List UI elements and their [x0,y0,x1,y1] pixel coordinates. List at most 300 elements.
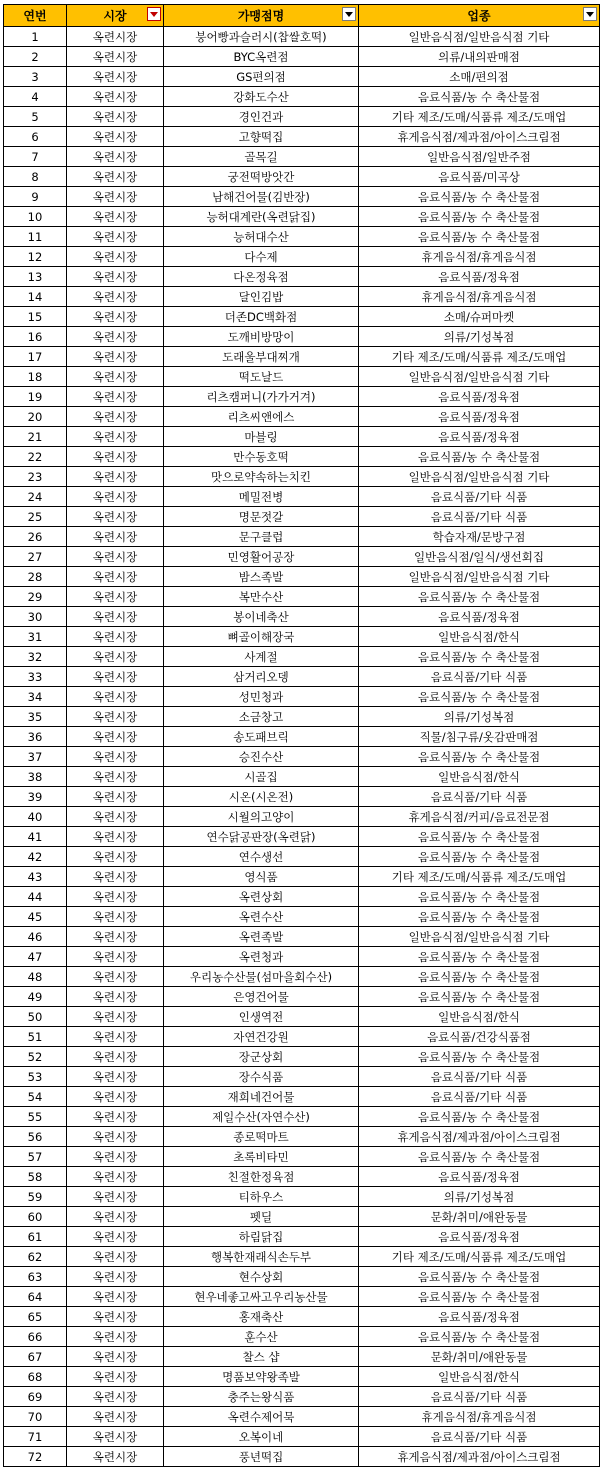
cell-store[interactable]: 경인건과 [164,107,359,127]
cell-market[interactable]: 옥련시장 [67,147,164,167]
cell-store[interactable]: 고향떡집 [164,127,359,147]
cell-category[interactable]: 기타 제조/도매/식품류 제조/도매업 [359,107,600,127]
cell-category[interactable]: 일반음식점/일반음식점 기타 [359,927,600,947]
cell-store[interactable]: 종로떡마트 [164,1127,359,1147]
cell-store[interactable]: 충주는왕식품 [164,1387,359,1407]
cell-no[interactable]: 29 [4,587,67,607]
cell-store[interactable]: 밤스족발 [164,567,359,587]
cell-no[interactable]: 54 [4,1087,67,1107]
cell-category[interactable]: 음료식품/농 수 축산물점 [359,747,600,767]
cell-category[interactable]: 음료식품/기타 식품 [359,1387,600,1407]
cell-category[interactable]: 일반음식점/일반음식점 기타 [359,567,600,587]
cell-no[interactable]: 1 [4,27,67,47]
cell-store[interactable]: 옥련청과 [164,947,359,967]
cell-category[interactable]: 음료식품/미곡상 [359,167,600,187]
cell-no[interactable]: 66 [4,1327,67,1347]
cell-category[interactable]: 기타 제조/도매/식품류 제조/도매업 [359,347,600,367]
cell-no[interactable]: 14 [4,287,67,307]
cell-market[interactable]: 옥련시장 [67,1187,164,1207]
cell-no[interactable]: 71 [4,1427,67,1447]
cell-store[interactable]: 영식품 [164,867,359,887]
cell-store[interactable]: 승진수산 [164,747,359,767]
cell-market[interactable]: 옥련시장 [67,767,164,787]
cell-no[interactable]: 69 [4,1387,67,1407]
cell-category[interactable]: 직물/침구류/옷감판매점 [359,727,600,747]
cell-category[interactable]: 일반음식점/일반음식점 기타 [359,367,600,387]
table-row [4,927,600,947]
cell-category[interactable]: 일반음식점/일반주점 [359,147,600,167]
cell-no[interactable]: 70 [4,1407,67,1427]
cell-market[interactable]: 옥련시장 [67,707,164,727]
cell-market[interactable]: 옥련시장 [67,1327,164,1347]
cell-market[interactable]: 옥련시장 [67,747,164,767]
cell-market[interactable]: 옥련시장 [67,887,164,907]
cell-market[interactable]: 옥련시장 [67,1427,164,1447]
cell-store[interactable]: 달인김밥 [164,287,359,307]
cell-market[interactable]: 옥련시장 [67,867,164,887]
cell-store[interactable]: 명문젓갈 [164,507,359,527]
cell-market[interactable]: 옥련시장 [67,1367,164,1387]
cell-market[interactable]: 옥련시장 [67,1107,164,1127]
cell-no[interactable]: 47 [4,947,67,967]
cell-store[interactable]: 성민청과 [164,687,359,707]
cell-market[interactable]: 옥련시장 [67,1387,164,1407]
cell-store[interactable]: 홍재축산 [164,1307,359,1327]
cell-category[interactable]: 문화/취미/애완동물 [359,1207,600,1227]
cell-category[interactable]: 음료식품/기타 식품 [359,1427,600,1447]
cell-store[interactable]: 민영활어공장 [164,547,359,567]
cell-no[interactable]: 18 [4,367,67,387]
cell-market[interactable]: 옥련시장 [67,327,164,347]
cell-category[interactable]: 음료식품/정육점 [359,1307,600,1327]
cell-store[interactable]: 훈수산 [164,1327,359,1347]
cell-market[interactable]: 옥련시장 [67,127,164,147]
cell-market[interactable]: 옥련시장 [67,907,164,927]
cell-store[interactable]: 시골집 [164,767,359,787]
cell-store[interactable]: 도깨비방망이 [164,327,359,347]
cell-category[interactable]: 음료식품/농 수 축산물점 [359,647,600,667]
cell-no[interactable]: 42 [4,847,67,867]
cell-market[interactable]: 옥련시장 [67,287,164,307]
cell-no[interactable]: 61 [4,1227,67,1247]
cell-category[interactable]: 음료식품/농 수 축산물점 [359,1047,600,1067]
cell-no[interactable]: 10 [4,207,67,227]
cell-market[interactable]: 옥련시장 [67,947,164,967]
cell-no[interactable]: 59 [4,1187,67,1207]
cell-market[interactable]: 옥련시장 [67,687,164,707]
cell-store[interactable]: 메밀전병 [164,487,359,507]
cell-no[interactable]: 52 [4,1047,67,1067]
cell-store[interactable]: 골목길 [164,147,359,167]
cell-market[interactable]: 옥련시장 [67,1007,164,1027]
cell-market[interactable]: 옥련시장 [67,1247,164,1267]
cell-store[interactable]: 시온(시온전) [164,787,359,807]
cell-no[interactable]: 32 [4,647,67,667]
cell-market[interactable]: 옥련시장 [67,1067,164,1087]
cell-no[interactable]: 19 [4,387,67,407]
cell-category[interactable]: 휴게음식점/제과점/아이스크림점 [359,1127,600,1147]
cell-no[interactable]: 16 [4,327,67,347]
cell-market[interactable]: 옥련시장 [67,607,164,627]
cell-market[interactable]: 옥련시장 [67,727,164,747]
filter-dropdown-icon[interactable] [147,7,161,21]
cell-market[interactable]: 옥련시장 [67,427,164,447]
cell-category[interactable]: 음료식품/농 수 축산물점 [359,907,600,927]
cell-market[interactable]: 옥련시장 [67,307,164,327]
cell-no[interactable]: 39 [4,787,67,807]
cell-no[interactable]: 37 [4,747,67,767]
cell-category[interactable]: 소매/편의점 [359,67,600,87]
cell-no[interactable]: 26 [4,527,67,547]
cell-no[interactable]: 41 [4,827,67,847]
cell-no[interactable]: 27 [4,547,67,567]
cell-no[interactable]: 2 [4,47,67,67]
cell-market[interactable]: 옥련시장 [67,467,164,487]
cell-store[interactable]: 봉이네축산 [164,607,359,627]
cell-market[interactable]: 옥련시장 [67,167,164,187]
cell-category[interactable]: 음료식품/정육점 [359,427,600,447]
table-row [4,567,600,587]
cell-store[interactable]: 자연건강원 [164,1027,359,1047]
cell-no[interactable]: 45 [4,907,67,927]
cell-market[interactable]: 옥련시장 [67,647,164,667]
cell-no[interactable]: 44 [4,887,67,907]
cell-store[interactable]: 현수상회 [164,1267,359,1287]
cell-category[interactable]: 음료식품/기타 식품 [359,507,600,527]
cell-no[interactable]: 13 [4,267,67,287]
cell-store[interactable]: 친절한정육점 [164,1167,359,1187]
cell-market[interactable]: 옥련시장 [67,1287,164,1307]
cell-store[interactable]: 다온정육점 [164,267,359,287]
cell-no[interactable]: 8 [4,167,67,187]
cell-no[interactable]: 46 [4,927,67,947]
cell-category[interactable]: 소매/슈퍼마켓 [359,307,600,327]
cell-no[interactable]: 43 [4,867,67,887]
cell-no[interactable]: 62 [4,1247,67,1267]
cell-market[interactable]: 옥련시장 [67,1307,164,1327]
cell-store[interactable]: 강화도수산 [164,87,359,107]
cell-no[interactable]: 56 [4,1127,67,1147]
cell-category[interactable]: 일반음식점/일반음식점 기타 [359,467,600,487]
cell-category[interactable]: 음료식품/정육점 [359,607,600,627]
cell-no[interactable]: 30 [4,607,67,627]
cell-no[interactable]: 40 [4,807,67,827]
cell-market[interactable]: 옥련시장 [67,1047,164,1067]
cell-no[interactable]: 60 [4,1207,67,1227]
cell-no[interactable]: 48 [4,967,67,987]
cell-store[interactable]: 붕어빵과슬러시(찹쌀호떡) [164,27,359,47]
cell-no[interactable]: 23 [4,467,67,487]
cell-category[interactable]: 기타 제조/도매/식품류 제조/도매업 [359,867,600,887]
cell-category[interactable]: 음료식품/농 수 축산물점 [359,947,600,967]
table-row [4,407,600,427]
cell-category[interactable]: 의류/기성복점 [359,327,600,347]
cell-category[interactable]: 음료식품/농 수 축산물점 [359,1107,600,1127]
cell-no[interactable]: 12 [4,247,67,267]
cell-store[interactable]: 오복이네 [164,1427,359,1447]
cell-category[interactable]: 음료식품/농 수 축산물점 [359,887,600,907]
cell-market[interactable]: 옥련시장 [67,587,164,607]
cell-category[interactable]: 음료식품/기타 식품 [359,487,600,507]
cell-no[interactable]: 7 [4,147,67,167]
cell-store[interactable]: 펫딜 [164,1207,359,1227]
cell-no[interactable]: 24 [4,487,67,507]
cell-store[interactable]: 리츠캠퍼니(가가거겨) [164,387,359,407]
cell-market[interactable]: 옥련시장 [67,267,164,287]
cell-market[interactable]: 옥련시장 [67,1347,164,1367]
cell-store[interactable]: 사계절 [164,647,359,667]
cell-store[interactable]: 초록비타민 [164,1147,359,1167]
cell-store[interactable]: 재희네건어물 [164,1087,359,1107]
cell-category[interactable]: 휴게음식점/커피/음료전문점 [359,807,600,827]
cell-market[interactable]: 옥련시장 [67,987,164,1007]
cell-no[interactable]: 20 [4,407,67,427]
cell-store[interactable]: 제일수산(자연수산) [164,1107,359,1127]
cell-category[interactable]: 의류/기성복점 [359,1187,600,1207]
cell-store[interactable]: 다수제 [164,247,359,267]
cell-store[interactable]: 연수생선 [164,847,359,867]
cell-store[interactable]: 인생역전 [164,1007,359,1027]
cell-category[interactable]: 일반음식점/한식 [359,767,600,787]
cell-category[interactable]: 휴게음식점/휴게음식점 [359,287,600,307]
cell-category[interactable]: 휴게음식점/제과점/아이스크림점 [359,127,600,147]
cell-no[interactable]: 34 [4,687,67,707]
cell-no[interactable]: 64 [4,1287,67,1307]
cell-no[interactable]: 17 [4,347,67,367]
cell-store[interactable]: 시월의고양이 [164,807,359,827]
cell-market[interactable]: 옥련시장 [67,807,164,827]
table-row [4,107,600,127]
cell-store[interactable]: 능허대계란(옥련닭집) [164,207,359,227]
cell-category[interactable]: 음료식품/기타 식품 [359,1067,600,1087]
column-header-market[interactable] [67,5,164,27]
cell-category[interactable]: 음료식품/정육점 [359,1227,600,1247]
cell-store[interactable]: 옥련수산 [164,907,359,927]
cell-no[interactable]: 35 [4,707,67,727]
cell-category[interactable]: 기타 제조/도매/식품류 제조/도매업 [359,1247,600,1267]
cell-market[interactable]: 옥련시장 [67,447,164,467]
cell-no[interactable]: 6 [4,127,67,147]
cell-store[interactable]: 장군상회 [164,1047,359,1067]
cell-category[interactable]: 음료식품/농 수 축산물점 [359,967,600,987]
cell-no[interactable]: 68 [4,1367,67,1387]
cell-no[interactable]: 58 [4,1167,67,1187]
cell-no[interactable]: 11 [4,227,67,247]
cell-store[interactable]: 마블링 [164,427,359,447]
cell-store[interactable]: 삼거리오뎅 [164,667,359,687]
cell-market[interactable]: 옥련시장 [67,227,164,247]
cell-store[interactable]: 능허대수산 [164,227,359,247]
cell-category[interactable]: 의류/기성복점 [359,707,600,727]
cell-no[interactable]: 28 [4,567,67,587]
cell-store[interactable]: 은영건어물 [164,987,359,1007]
filter-dropdown-icon[interactable] [342,7,356,21]
cell-store[interactable]: 맛으로약속하는치킨 [164,467,359,487]
cell-category[interactable]: 음료식품/농 수 축산물점 [359,227,600,247]
cell-category[interactable]: 일반음식점/한식 [359,1007,600,1027]
cell-store[interactable]: 더존DC백화점 [164,307,359,327]
cell-category[interactable]: 음료식품/농 수 축산물점 [359,847,600,867]
cell-no[interactable]: 67 [4,1347,67,1367]
cell-category[interactable]: 일반음식점/일반음식점 기타 [359,27,600,47]
cell-store[interactable]: 우리농수산물(섬마을회수산) [164,967,359,987]
cell-category[interactable]: 음료식품/정육점 [359,387,600,407]
cell-market[interactable]: 옥련시장 [67,1087,164,1107]
cell-category[interactable]: 문화/취미/애완동물 [359,1347,600,1367]
cell-market[interactable]: 옥련시장 [67,1147,164,1167]
cell-no[interactable]: 38 [4,767,67,787]
cell-no[interactable]: 15 [4,307,67,327]
cell-market[interactable]: 옥련시장 [67,1207,164,1227]
cell-store[interactable]: 행복한재래식손두부 [164,1247,359,1267]
cell-no[interactable]: 72 [4,1447,67,1467]
cell-store[interactable]: BYC옥련점 [164,47,359,67]
cell-store[interactable]: 소금창고 [164,707,359,727]
cell-market[interactable]: 옥련시장 [67,1167,164,1187]
cell-no[interactable]: 22 [4,447,67,467]
cell-store[interactable]: 풍년떡집 [164,1447,359,1467]
cell-category[interactable]: 음료식품/농 수 축산물점 [359,207,600,227]
cell-market[interactable]: 옥련시장 [67,407,164,427]
column-header-store[interactable] [164,5,359,27]
cell-category[interactable]: 휴게음식점/휴게음식점 [359,247,600,267]
cell-market[interactable]: 옥련시장 [67,547,164,567]
cell-category[interactable]: 음료식품/농 수 축산물점 [359,1267,600,1287]
cell-store[interactable]: 옥련수제어묵 [164,1407,359,1427]
column-header-category[interactable] [359,5,600,27]
cell-no[interactable]: 36 [4,727,67,747]
cell-no[interactable]: 31 [4,627,67,647]
cell-category[interactable]: 학습자재/문방구점 [359,527,600,547]
table-row [4,1087,600,1107]
cell-store[interactable]: GS편의점 [164,67,359,87]
cell-category[interactable]: 음료식품/농 수 축산물점 [359,987,600,1007]
cell-no[interactable]: 57 [4,1147,67,1167]
cell-market[interactable]: 옥련시장 [67,487,164,507]
cell-market[interactable]: 옥련시장 [67,1407,164,1427]
column-header-no [4,5,67,27]
cell-store[interactable]: 남해건어물(김반장) [164,187,359,207]
cell-market[interactable]: 옥련시장 [67,27,164,47]
cell-store[interactable]: 궁전떡방앗간 [164,167,359,187]
cell-no[interactable]: 25 [4,507,67,527]
cell-category[interactable]: 음료식품/건강식품점 [359,1027,600,1047]
cell-no[interactable]: 63 [4,1267,67,1287]
cell-store[interactable]: 도래울부대찌개 [164,347,359,367]
cell-market[interactable]: 옥련시장 [67,87,164,107]
cell-category[interactable]: 음료식품/농 수 축산물점 [359,687,600,707]
cell-category[interactable]: 음료식품/정육점 [359,267,600,287]
cell-no[interactable]: 21 [4,427,67,447]
cell-market[interactable]: 옥련시장 [67,827,164,847]
cell-category[interactable]: 음료식품/농 수 축산물점 [359,447,600,467]
cell-market[interactable]: 옥련시장 [67,507,164,527]
cell-market[interactable]: 옥련시장 [67,627,164,647]
cell-market[interactable]: 옥련시장 [67,347,164,367]
cell-category[interactable]: 일반음식점/한식 [359,627,600,647]
cell-market[interactable]: 옥련시장 [67,107,164,127]
cell-store[interactable]: 만수동호떡 [164,447,359,467]
cell-category[interactable]: 휴게음식점/휴게음식점 [359,1407,600,1427]
cell-category[interactable]: 음료식품/농 수 축산물점 [359,587,600,607]
cell-market[interactable]: 옥련시장 [67,387,164,407]
cell-category[interactable]: 음료식품/농 수 축산물점 [359,827,600,847]
cell-no[interactable]: 9 [4,187,67,207]
cell-no[interactable]: 33 [4,667,67,687]
cell-category[interactable]: 일반음식점/일식/생선회집 [359,547,600,567]
cell-no[interactable]: 50 [4,1007,67,1027]
cell-store[interactable]: 떡도날드 [164,367,359,387]
cell-market[interactable]: 옥련시장 [67,787,164,807]
filter-dropdown-icon[interactable] [583,7,597,21]
cell-store[interactable]: 옥련상회 [164,887,359,907]
cell-market[interactable]: 옥련시장 [67,47,164,67]
cell-category[interactable]: 음료식품/정육점 [359,1167,600,1187]
cell-category[interactable]: 음료식품/기타 식품 [359,1087,600,1107]
cell-store[interactable]: 문구클럽 [164,527,359,547]
cell-store[interactable]: 송도패브릭 [164,727,359,747]
cell-store[interactable]: 연수닭공판장(옥련닭) [164,827,359,847]
cell-market[interactable]: 옥련시장 [67,247,164,267]
cell-category[interactable]: 음료식품/농 수 축산물점 [359,1327,600,1347]
cell-no[interactable]: 51 [4,1027,67,1047]
cell-market[interactable]: 옥련시장 [67,367,164,387]
cell-category[interactable]: 일반음식점/한식 [359,1367,600,1387]
cell-market[interactable]: 옥련시장 [67,1127,164,1147]
cell-market[interactable]: 옥련시장 [67,847,164,867]
cell-store[interactable]: 장수식품 [164,1067,359,1087]
cell-store[interactable]: 복만수산 [164,587,359,607]
cell-no[interactable]: 53 [4,1067,67,1087]
cell-store[interactable]: 옥련족발 [164,927,359,947]
cell-market[interactable]: 옥련시장 [67,1447,164,1467]
cell-no[interactable]: 49 [4,987,67,1007]
cell-market[interactable]: 옥련시장 [67,527,164,547]
cell-category[interactable]: 음료식품/농 수 축산물점 [359,187,600,207]
cell-no[interactable]: 55 [4,1107,67,1127]
cell-market[interactable]: 옥련시장 [67,667,164,687]
cell-no[interactable]: 4 [4,87,67,107]
cell-category[interactable]: 음료식품/기타 식품 [359,667,600,687]
cell-market[interactable]: 옥련시장 [67,967,164,987]
cell-category[interactable]: 음료식품/농 수 축산물점 [359,1287,600,1307]
cell-category[interactable]: 의류/내의판매점 [359,47,600,67]
cell-category[interactable]: 휴게음식점/제과점/아이스크림점 [359,1447,600,1467]
cell-store[interactable]: 하림닭집 [164,1227,359,1247]
cell-market[interactable]: 옥련시장 [67,67,164,87]
cell-market[interactable]: 옥련시장 [67,187,164,207]
cell-category[interactable]: 음료식품/기타 식품 [359,787,600,807]
cell-no[interactable]: 65 [4,1307,67,1327]
cell-store[interactable]: 뼈골이해장국 [164,627,359,647]
cell-store[interactable]: 명품보약왕족발 [164,1367,359,1387]
cell-no[interactable]: 5 [4,107,67,127]
cell-market[interactable]: 옥련시장 [67,1027,164,1047]
cell-market[interactable]: 옥련시장 [67,207,164,227]
cell-store[interactable]: 현우네좋고싸고우리농산물 [164,1287,359,1307]
cell-market[interactable]: 옥련시장 [67,1227,164,1247]
cell-category[interactable]: 음료식품/농 수 축산물점 [359,87,600,107]
cell-market[interactable]: 옥련시장 [67,567,164,587]
cell-store[interactable]: 찰스 샵 [164,1347,359,1367]
cell-store[interactable]: 리츠씨앤에스 [164,407,359,427]
cell-category[interactable]: 음료식품/정육점 [359,407,600,427]
cell-market[interactable]: 옥련시장 [67,927,164,947]
cell-category[interactable]: 음료식품/농 수 축산물점 [359,1147,600,1167]
cell-store[interactable]: 티하우스 [164,1187,359,1207]
cell-market[interactable]: 옥련시장 [67,1267,164,1287]
cell-no[interactable]: 3 [4,67,67,87]
